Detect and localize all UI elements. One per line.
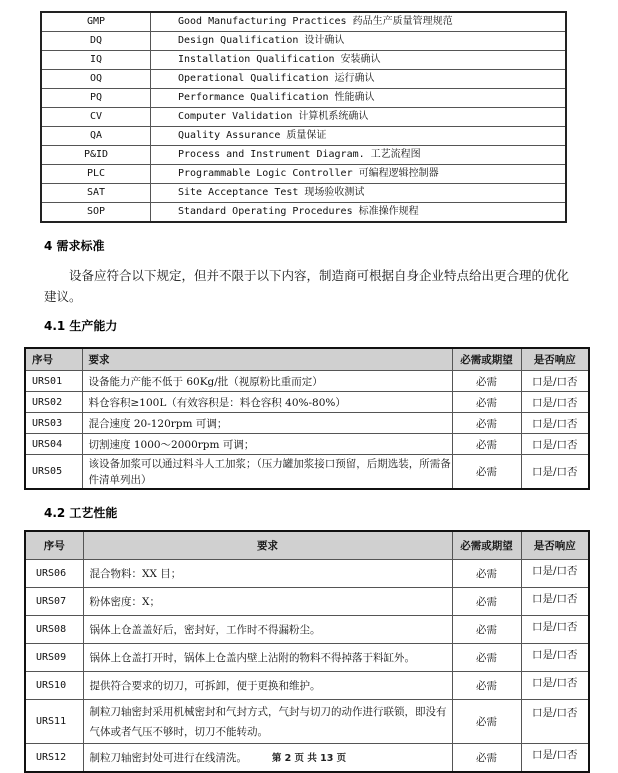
response-checkbox[interactable]: 口是/口否	[521, 455, 589, 490]
production-capacity-table	[24, 347, 590, 490]
table-row	[41, 203, 566, 223]
table-row	[25, 644, 589, 672]
abbr-code: SAT	[41, 184, 151, 203]
response-checkbox[interactable]: 口是/口否	[521, 588, 589, 616]
section-4-2-heading: 4.2 工艺性能	[44, 506, 118, 520]
row-id: URS03	[25, 413, 82, 434]
header-id: 序号	[25, 348, 82, 371]
page-number: 第 2 页 共 13 页	[271, 753, 347, 764]
header-requirement: 要求	[82, 348, 452, 371]
section-4-1-heading: 4.1 生产能力	[44, 319, 118, 333]
header-required-or-expected: 必需或期望	[452, 531, 521, 560]
row-need: 必需	[452, 371, 521, 392]
abbr-code: SOP	[41, 203, 151, 223]
section-4-paragraph: 设备应符合以下规定，但并不限于以下内容，制造商可根据自身企业特点给出更合理的优化建议。	[44, 268, 570, 304]
table-row	[41, 184, 566, 203]
row-requirement: 制粒刀轴密封处可进行在线清洗。	[83, 744, 452, 773]
table-row	[25, 434, 589, 455]
row-need: 必需	[452, 588, 521, 616]
row-need: 必需	[452, 700, 521, 744]
abbr-code: IQ	[41, 51, 151, 70]
row-id: URS07	[25, 588, 83, 616]
row-id: URS01	[25, 371, 82, 392]
header-requirement: 要求	[83, 531, 452, 560]
row-requirement: 切割速度 1000～2000rpm 可调；	[82, 434, 452, 455]
row-id: URS11	[25, 700, 83, 744]
abbr-desc: Design Qualification 设计确认	[151, 32, 567, 51]
row-id: URS08	[25, 616, 83, 644]
table-row	[41, 165, 566, 184]
table-row	[41, 32, 566, 51]
abbr-desc: Quality Assurance 质量保证	[151, 127, 567, 146]
response-checkbox[interactable]: 口是/口否	[521, 413, 589, 434]
response-checkbox[interactable]: 口是/口否	[521, 434, 589, 455]
abbr-desc: Process and Instrument Diagram. 工艺流程图	[151, 146, 567, 165]
row-need: 必需	[452, 392, 521, 413]
abbr-desc: Operational Qualification 运行确认	[151, 70, 567, 89]
table-row	[25, 700, 589, 744]
table-row	[25, 588, 589, 616]
row-requirement: 锅体上仓盖盖好后，密封好，工作时不得漏粉尘。	[83, 616, 452, 644]
row-id: URS06	[25, 560, 83, 588]
abbr-code: CV	[41, 108, 151, 127]
row-need: 必需	[452, 560, 521, 588]
table-row	[25, 560, 589, 588]
response-checkbox[interactable]: 口是/口否	[521, 616, 589, 644]
row-need: 必需	[452, 413, 521, 434]
process-performance-table	[24, 530, 590, 773]
table-row	[25, 616, 589, 644]
row-id: URS02	[25, 392, 82, 413]
row-id: URS04	[25, 434, 82, 455]
table-header-row	[25, 348, 589, 371]
row-requirement: 混合速度 20-120rpm 可调；	[82, 413, 452, 434]
table-row	[41, 51, 566, 70]
abbr-code: GMP	[41, 12, 151, 32]
table-row	[25, 672, 589, 700]
row-requirement: 制粒刀轴密封采用机械密封和气封方式，气封与切刀的动作进行联锁，即没有气体或者气压不够时，切刀不能转动。	[83, 700, 452, 744]
response-checkbox[interactable]: 口是/口否	[521, 560, 589, 588]
row-id: URS09	[25, 644, 83, 672]
header-id: 序号	[25, 531, 83, 560]
abbr-desc: Standard Operating Procedures 标准操作规程	[151, 203, 567, 223]
table-row	[25, 371, 589, 392]
section-4-heading: 4 需求标准	[44, 239, 105, 253]
abbr-desc: Installation Qualification 安装确认	[151, 51, 567, 70]
table-row	[41, 146, 566, 165]
abbr-code: OQ	[41, 70, 151, 89]
abbr-code: DQ	[41, 32, 151, 51]
row-id: URS10	[25, 672, 83, 700]
response-checkbox[interactable]: 口是/口否	[521, 700, 589, 744]
abbr-desc: Programmable Logic Controller 可编程逻辑控制器	[151, 165, 567, 184]
table-row	[41, 89, 566, 108]
row-need: 必需	[452, 744, 521, 773]
abbr-desc: Performance Qualification 性能确认	[151, 89, 567, 108]
row-need: 必需	[452, 616, 521, 644]
table-row	[25, 392, 589, 413]
header-response: 是否响应	[521, 531, 589, 560]
response-checkbox[interactable]: 口是/口否	[521, 392, 589, 413]
row-requirement: 料仓容积≥100L（有效容积是：料仓容积 40%-80%）	[82, 392, 452, 413]
abbr-code: QA	[41, 127, 151, 146]
row-requirement: 混合物料：XX 目；	[83, 560, 452, 588]
abbr-desc: Site Acceptance Test 现场验收测试	[151, 184, 567, 203]
row-need: 必需	[452, 644, 521, 672]
row-requirement: 粉体密度：X；	[83, 588, 452, 616]
row-requirement: 设备能力产能不低于 60Kg/批（视原粉比重而定）	[82, 371, 452, 392]
response-checkbox[interactable]: 口是/口否	[521, 744, 589, 773]
table-row	[41, 70, 566, 89]
abbr-code: P&ID	[41, 146, 151, 165]
abbr-code: PLC	[41, 165, 151, 184]
table-row	[41, 127, 566, 146]
row-requirement: 锅体上仓盖打开时，锅体上仓盖内壁上沾附的物料不得掉落于料缸外。	[83, 644, 452, 672]
abbr-desc: Computer Validation 计算机系统确认	[151, 108, 567, 127]
response-checkbox[interactable]: 口是/口否	[521, 644, 589, 672]
table-row	[41, 12, 566, 32]
row-need: 必需	[452, 455, 521, 490]
row-id: URS12	[25, 744, 83, 773]
abbr-code: PQ	[41, 89, 151, 108]
row-need: 必需	[452, 672, 521, 700]
response-checkbox[interactable]: 口是/口否	[521, 672, 589, 700]
abbreviation-table	[40, 11, 567, 223]
header-required-or-expected: 必需或期望	[452, 348, 521, 371]
row-need: 必需	[452, 434, 521, 455]
abbr-desc: Good Manufacturing Practices 药品生产质量管理规范	[151, 12, 567, 32]
row-requirement: 该设备加浆可以通过料斗人工加浆；（压力罐加浆接口预留，后期选装，所需备件清单列出）	[82, 455, 452, 490]
response-checkbox[interactable]: 口是/口否	[521, 371, 589, 392]
header-response: 是否响应	[521, 348, 589, 371]
table-row	[41, 108, 566, 127]
table-row	[25, 413, 589, 434]
table-row	[25, 455, 589, 490]
table-header-row	[25, 531, 589, 560]
row-id: URS05	[25, 455, 82, 490]
row-requirement: 提供符合要求的切刀，可拆卸，便于更换和维护。	[83, 672, 452, 700]
